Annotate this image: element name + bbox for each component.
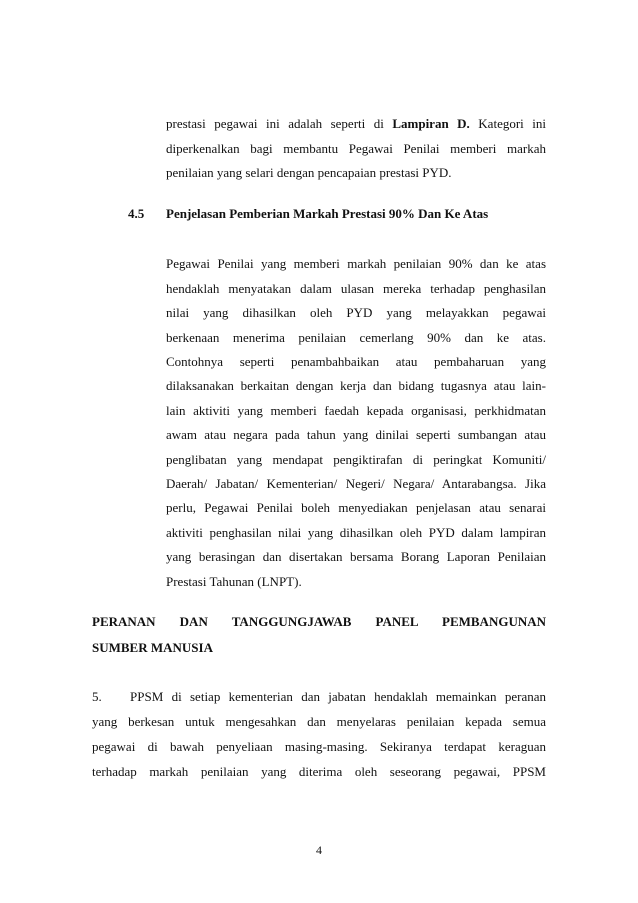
section-body-line: dilaksanakan berkaitan dengan kerja dan bidang tugasnya atau lain- (166, 378, 546, 393)
section-body-line: Contohnya seperti penambahbaikan atau pembaharuan yang (166, 354, 546, 369)
intro-line-1 (166, 116, 546, 132)
main-heading-line-2: SUMBER MANUSIA (92, 640, 213, 655)
intro-line-1-post: Kategori ini (469, 116, 546, 131)
intro-line-2: diperkenalkan bagi membantu Pegawai Penilai memberi markah (166, 141, 546, 156)
section-body-line: hendaklah menyatakan dalam ulasan mereka terhadap penghasilan (166, 281, 546, 296)
paragraph-5-line: yang berkesan untuk mengesahkan dan menyelaras penilaian kepada semua (92, 714, 546, 729)
section-body-line: berkenaan menerima penilaian cemerlang 90% dan ke atas. (166, 330, 546, 345)
section-title: Penjelasan Pemberian Markah Prestasi 90% Dan Ke Atas (166, 206, 489, 221)
section-number: 4.5 (128, 206, 145, 221)
main-heading-line-1: PERANAN DAN TANGGUNGJAWAB PANEL PEMBANGUNAN (92, 614, 546, 629)
paragraph-number: 5. (92, 689, 102, 704)
section-body-line: nilai yang dihasilkan oleh PYD yang melayakkan pegawai (166, 305, 546, 320)
paragraph-5-line-1: PPSM di setiap kementerian dan jabatan hendaklah memainkan peranan (130, 689, 546, 704)
paragraph-5-line: terhadap markah penilaian yang diterima oleh seseorang pegawai, PPSM (92, 764, 546, 779)
section-body-line: lain aktiviti yang memberi faedah kepada organisasi, perkhidmatan (166, 403, 546, 418)
section-body-line: yang berasingan dan disertakan bersama Borang Laporan Penilaian (166, 549, 546, 564)
section-body-line: Pegawai Penilai yang memberi markah penilaian 90% dan ke atas (166, 256, 546, 271)
section-body-line: penglibatan yang mendapat pengiktirafan di peringkat Komuniti/ (166, 452, 546, 467)
intro-line-1-pre: prestasi pegawai ini adalah seperti di (166, 116, 393, 131)
page-number: 4 (316, 843, 322, 857)
section-body-line: awam atau negara pada tahun yang dinilai seperti sumbangan atau (166, 427, 546, 442)
section-body-line: aktiviti penghasilan nilai yang dihasilkan oleh PYD dalam lampiran (166, 525, 546, 540)
section-body-line: perlu, Pegawai Penilai boleh menyediakan penjelasan atau senarai (166, 500, 546, 515)
lampiran-reference: Lampiran D. (392, 116, 470, 131)
section-body-line: Daerah/ Jabatan/ Kementerian/ Negeri/ Negara/ Antarabangsa. Jika (166, 476, 546, 491)
section-body-line: Prestasi Tahunan (LNPT). (166, 574, 302, 589)
intro-line-3: penilaian yang selari dengan pencapaian prestasi PYD. (166, 165, 452, 180)
paragraph-5-line: pegawai di bawah penyeliaan masing-masing. Sekiranya terdapat keraguan (92, 739, 546, 754)
